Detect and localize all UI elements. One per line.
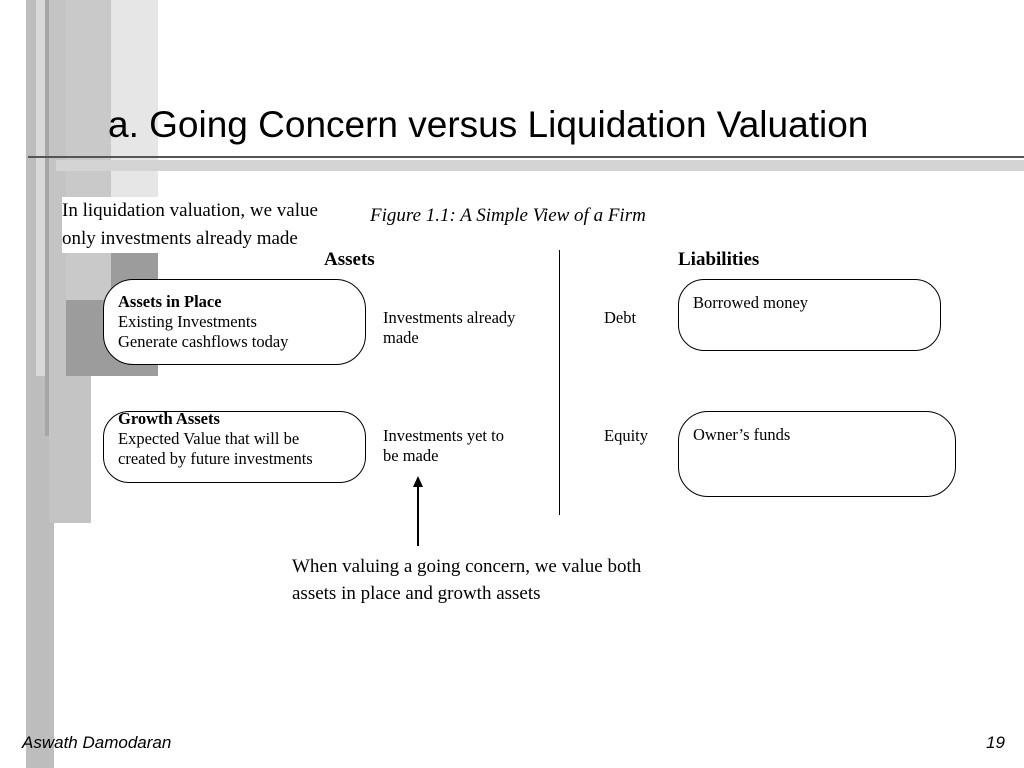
going-concern-note-line: When valuing a going concern, we value both bbox=[292, 556, 642, 577]
arrow-shaft bbox=[417, 486, 419, 546]
title-divider bbox=[28, 156, 1024, 158]
debt-box-text: Borrowed money bbox=[693, 293, 809, 312]
figure-caption: Figure 1.1: A Simple View of a Firm bbox=[370, 205, 646, 226]
slide-title: a. Going Concern versus Liquidation Valuation bbox=[108, 104, 869, 145]
liabilities-heading: Liabilities bbox=[678, 249, 760, 270]
decor-bar bbox=[66, 0, 111, 300]
page-number: 19 bbox=[986, 733, 1005, 752]
going-concern-note-line: assets in place and growth assets bbox=[292, 583, 541, 604]
debt-box bbox=[678, 279, 941, 351]
assets-heading: Assets bbox=[324, 249, 375, 270]
liquidation-note-line: In liquidation valuation, we value bbox=[62, 200, 318, 221]
liquidation-note bbox=[62, 197, 318, 253]
footer-author: Aswath Damodaran bbox=[22, 733, 172, 752]
investments-made-line: made bbox=[383, 328, 419, 347]
investments-made-line: Investments already bbox=[383, 308, 516, 327]
growth-assets-title: Growth Assets bbox=[118, 409, 220, 428]
assets-in-place-text bbox=[118, 292, 288, 352]
equity-box bbox=[678, 411, 956, 497]
assets-in-place-title: Assets in Place bbox=[118, 292, 222, 311]
equity-box-text: Owner’s funds bbox=[693, 425, 791, 444]
investments-future-line: Investments yet to bbox=[383, 426, 504, 445]
investments-made-text bbox=[383, 308, 515, 348]
growth-assets-line: Expected Value that will be bbox=[118, 429, 300, 448]
balance-sheet-divider bbox=[559, 250, 560, 515]
growth-assets-line: created by future investments bbox=[118, 449, 313, 468]
liquidation-note-line: only investments already made bbox=[62, 228, 298, 249]
going-concern-note bbox=[292, 553, 641, 607]
title-underbar bbox=[56, 160, 1024, 171]
equity-label: Equity bbox=[604, 426, 648, 445]
assets-in-place-line: Generate cashflows today bbox=[118, 332, 289, 351]
assets-in-place-line: Existing Investments bbox=[118, 312, 257, 331]
debt-label: Debt bbox=[604, 308, 637, 327]
growth-assets-text bbox=[118, 409, 313, 469]
investments-future-text bbox=[383, 426, 504, 466]
investments-future-line: be made bbox=[383, 446, 439, 465]
